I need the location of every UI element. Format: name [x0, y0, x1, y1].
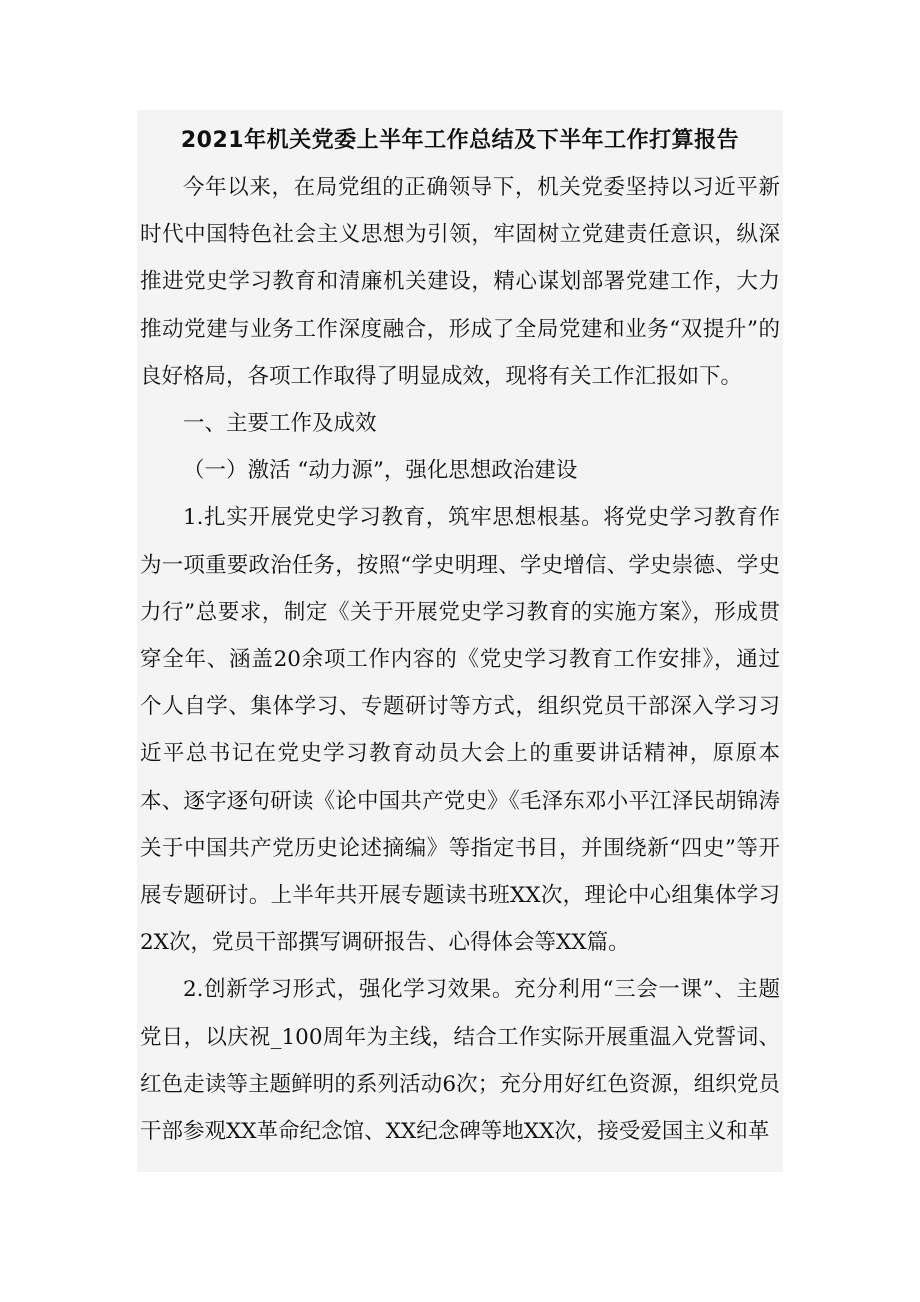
item-1-paragraph: 1.扎实开展党史学习教育，筑牢思想根基。将党史学习教育作为一项重要政治任务，按照“学史明理、学史增信、学史崇德、学史力行”总要求，制定《关于开展党史学习教育的实施方案》，形成贯穿全年、涵盖20余项工作内容的《党史学习教育工作安排》，通过个人自学、集体学习、专题研讨等方式，组织党员干部深入学习习近平总书记在党史学习教育动员大会上的重要讲话精神，原原本本、逐字逐句研读《论中国共产党史》《毛泽东邓小平江泽民胡锦涛关于中国共产党历史论述摘编》等指定书目，并围绕新“四史”等开展专题研讨。上半年共开展专题读书班XX次，理论中心组集体学习2X次，党员干部撰写调研报告、心得体会等XX篇。 [140, 505, 780, 956]
subsection-heading-motivation: （一）激活 “动力源”，强化思想政治建设 [183, 458, 578, 484]
item-2-paragraph: 2.创新学习形式，强化学习效果。充分利用“三会一课”、主题党日，以庆祝_100周年为主线，结合工作实际开展重温入党誓词、红色走读等主题鲜明的系列活动6次；充分用好红色资源，组织党员干部参观XX革命纪念馆、XX纪念碑等地XX次，接受爱国主义和革 [140, 977, 780, 1145]
document-page [137, 110, 783, 1172]
intro-paragraph: 今年以来，在局党组的正确领导下，机关党委坚持以习近平新时代中国特色社会主义思想为引领，牢固树立党建责任意识，纵深推进党史学习教育和清廉机关建设，精心谋划部署党建工作，大力推动党建与业务工作深度融合，形成了全局党建和业务“双提升”的良好格局，各项工作取得了明显成效，现将有关工作汇报如下。 [140, 175, 780, 389]
section-heading-main-work: 一、主要工作及成效 [183, 411, 377, 437]
document-title: 2021年机关党委上半年工作总结及下半年工作打算报告 [180, 128, 740, 153]
